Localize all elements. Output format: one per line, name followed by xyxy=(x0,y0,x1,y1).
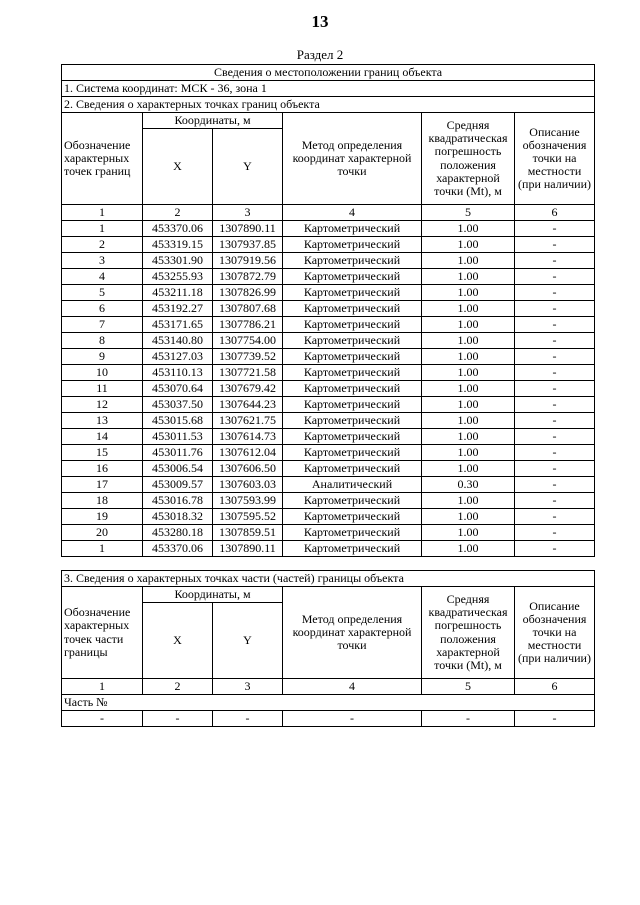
column-number-cell-6: 6 xyxy=(515,679,595,695)
point-cell-3: 1307679.42 xyxy=(213,381,283,397)
header-y: Y xyxy=(213,129,283,205)
header-description: Описание обозначения точки на местности (при наличии) xyxy=(515,113,595,205)
point-cell-4: Картометрический xyxy=(283,413,422,429)
table-row xyxy=(62,397,595,413)
column-numbers-row xyxy=(62,205,595,221)
header-designation-part: Обозначение характерных точек части границы xyxy=(62,587,143,679)
point-cell-3: 1307721.58 xyxy=(213,365,283,381)
header-coords-part: Координаты, м xyxy=(143,587,283,603)
column-number-cell-5: 5 xyxy=(422,205,515,221)
table-row xyxy=(62,711,595,727)
point-cell-4: Аналитический xyxy=(283,477,422,493)
point-cell-6: - xyxy=(515,301,595,317)
point-cell-5: 1.00 xyxy=(422,493,515,509)
point-cell-2: 453255.93 xyxy=(143,269,213,285)
point-cell-5: 1.00 xyxy=(422,429,515,445)
header-method-part: Метод определения координат характерной точки xyxy=(283,587,422,679)
point-cell-4: Картометрический xyxy=(283,445,422,461)
point-cell-4: Картометрический xyxy=(283,333,422,349)
point-cell-4: Картометрический xyxy=(283,237,422,253)
point-cell-6: - xyxy=(515,349,595,365)
table-row xyxy=(62,429,595,445)
point-cell-1: 8 xyxy=(62,333,143,349)
point-cell-5: 1.00 xyxy=(422,285,515,301)
point-cell-4: Картометрический xyxy=(283,397,422,413)
point-cell-1: 6 xyxy=(62,301,143,317)
column-number-cell-1: 1 xyxy=(62,205,143,221)
point-cell-6: - xyxy=(515,461,595,477)
column-numbers-row xyxy=(62,679,595,695)
header-x-part: X xyxy=(143,603,213,679)
table-row xyxy=(62,381,595,397)
point-cell-1: 18 xyxy=(62,493,143,509)
point-cell-2: 453301.90 xyxy=(143,253,213,269)
point-cell-6: - xyxy=(515,221,595,237)
point-cell-1: 1 xyxy=(62,221,143,237)
point-cell-5: 1.00 xyxy=(422,541,515,557)
section2-title: 2. Сведения о характерных точках границ объекта xyxy=(62,97,595,113)
point-cell-2: 453319.15 xyxy=(143,237,213,253)
column-number-cell-5: 5 xyxy=(422,679,515,695)
point-cell-5: 1.00 xyxy=(422,445,515,461)
point-cell-5: 1.00 xyxy=(422,221,515,237)
point-cell-5: 1.00 xyxy=(422,333,515,349)
point-cell-5: 1.00 xyxy=(422,317,515,333)
point-cell-2: 453016.78 xyxy=(143,493,213,509)
table-row xyxy=(62,445,595,461)
boundary-table xyxy=(61,64,595,557)
point-cell-5: 1.00 xyxy=(422,365,515,381)
point-cell-5: 1.00 xyxy=(422,381,515,397)
point-cell-3: 1307603.03 xyxy=(213,477,283,493)
column-number-cell-2: 2 xyxy=(143,679,213,695)
point-cell-3: 1307807.68 xyxy=(213,301,283,317)
part-cell-2: - xyxy=(143,711,213,727)
point-cell-3: 1307859.51 xyxy=(213,525,283,541)
point-cell-4: Картометрический xyxy=(283,269,422,285)
point-cell-3: 1307786.21 xyxy=(213,317,283,333)
point-cell-5: 1.00 xyxy=(422,525,515,541)
point-cell-3: 1307612.04 xyxy=(213,445,283,461)
point-cell-2: 453370.06 xyxy=(143,221,213,237)
point-cell-6: - xyxy=(515,477,595,493)
point-cell-2: 453006.54 xyxy=(143,461,213,477)
header-y-part: Y xyxy=(213,603,283,679)
point-cell-5: 1.00 xyxy=(422,461,515,477)
point-cell-6: - xyxy=(515,269,595,285)
point-cell-1: 16 xyxy=(62,461,143,477)
point-cell-1: 5 xyxy=(62,285,143,301)
point-cell-4: Картометрический xyxy=(283,461,422,477)
point-cell-6: - xyxy=(515,429,595,445)
point-cell-5: 0.30 xyxy=(422,477,515,493)
point-cell-1: 2 xyxy=(62,237,143,253)
point-cell-6: - xyxy=(515,381,595,397)
point-cell-6: - xyxy=(515,333,595,349)
point-cell-4: Картометрический xyxy=(283,221,422,237)
part-cell-1: - xyxy=(62,711,143,727)
point-cell-5: 1.00 xyxy=(422,509,515,525)
point-cell-4: Картометрический xyxy=(283,493,422,509)
point-cell-5: 1.00 xyxy=(422,397,515,413)
point-cell-4: Картометрический xyxy=(283,285,422,301)
section3-title: 3. Сведения о характерных точках части (частей) границы объекта xyxy=(62,571,595,587)
point-cell-6: - xyxy=(515,525,595,541)
point-cell-4: Картометрический xyxy=(283,317,422,333)
point-cell-4: Картометрический xyxy=(283,381,422,397)
point-cell-6: - xyxy=(515,285,595,301)
point-cell-3: 1307606.50 xyxy=(213,461,283,477)
point-cell-1: 9 xyxy=(62,349,143,365)
column-number-cell-1: 1 xyxy=(62,679,143,695)
table-row xyxy=(62,237,595,253)
point-cell-3: 1307621.75 xyxy=(213,413,283,429)
point-cell-1: 10 xyxy=(62,365,143,381)
point-cell-2: 453018.32 xyxy=(143,509,213,525)
table-row xyxy=(62,493,595,509)
coord-system: 1. Система координат: МСК - 36, зона 1 xyxy=(62,81,595,97)
column-number-cell-2: 2 xyxy=(143,205,213,221)
table-row xyxy=(62,461,595,477)
column-number-cell-3: 3 xyxy=(213,205,283,221)
part-cell-3: - xyxy=(213,711,283,727)
table-row xyxy=(62,413,595,429)
table-row xyxy=(62,349,595,365)
header-method: Метод определения координат характерной точки xyxy=(283,113,422,205)
table-row xyxy=(62,509,595,525)
point-cell-5: 1.00 xyxy=(422,301,515,317)
point-cell-1: 17 xyxy=(62,477,143,493)
point-cell-2: 453171.65 xyxy=(143,317,213,333)
point-cell-1: 14 xyxy=(62,429,143,445)
part-label: Часть № xyxy=(62,695,595,711)
point-cell-4: Картометрический xyxy=(283,509,422,525)
part-cell-4: - xyxy=(283,711,422,727)
point-cell-5: 1.00 xyxy=(422,253,515,269)
point-cell-1: 19 xyxy=(62,509,143,525)
point-cell-3: 1307890.11 xyxy=(213,541,283,557)
column-number-cell-4: 4 xyxy=(283,679,422,695)
header-designation: Обозначение характерных точек границ xyxy=(62,113,143,205)
column-number-cell-6: 6 xyxy=(515,205,595,221)
point-cell-2: 453211.18 xyxy=(143,285,213,301)
point-cell-3: 1307644.23 xyxy=(213,397,283,413)
point-cell-1: 20 xyxy=(62,525,143,541)
point-cell-3: 1307919.56 xyxy=(213,253,283,269)
table-title: Сведения о местоположении границ объекта xyxy=(62,65,595,81)
point-cell-6: - xyxy=(515,493,595,509)
point-cell-5: 1.00 xyxy=(422,349,515,365)
point-cell-5: 1.00 xyxy=(422,269,515,285)
header-x: X xyxy=(143,129,213,205)
point-cell-3: 1307754.00 xyxy=(213,333,283,349)
table-row xyxy=(62,317,595,333)
point-cell-3: 1307890.11 xyxy=(213,221,283,237)
point-cell-5: 1.00 xyxy=(422,413,515,429)
table-row xyxy=(62,525,595,541)
point-cell-6: - xyxy=(515,365,595,381)
table-row xyxy=(62,285,595,301)
point-cell-2: 453280.18 xyxy=(143,525,213,541)
point-cell-4: Картометрический xyxy=(283,429,422,445)
point-cell-2: 453015.68 xyxy=(143,413,213,429)
table-row xyxy=(62,221,595,237)
point-cell-3: 1307872.79 xyxy=(213,269,283,285)
point-cell-2: 453110.13 xyxy=(143,365,213,381)
point-cell-2: 453127.03 xyxy=(143,349,213,365)
point-cell-4: Картометрический xyxy=(283,349,422,365)
point-cell-2: 453009.57 xyxy=(143,477,213,493)
point-cell-1: 13 xyxy=(62,413,143,429)
point-cell-1: 3 xyxy=(62,253,143,269)
point-cell-4: Картометрический xyxy=(283,525,422,541)
point-cell-6: - xyxy=(515,541,595,557)
point-cell-2: 453011.76 xyxy=(143,445,213,461)
header-coords: Координаты, м xyxy=(143,113,283,129)
point-cell-4: Картометрический xyxy=(283,253,422,269)
point-cell-4: Картометрический xyxy=(283,365,422,381)
header-error: Средняя квадратическая погрешность положения характерной точки (Mt), м xyxy=(422,113,515,205)
section-title: Раздел 2 xyxy=(296,47,344,62)
header-description-part: Описание обозначения точки на местности (при наличии) xyxy=(515,587,595,679)
column-number-cell-4: 4 xyxy=(283,205,422,221)
point-cell-3: 1307593.99 xyxy=(213,493,283,509)
point-cell-1: 11 xyxy=(62,381,143,397)
part-table xyxy=(61,570,595,727)
point-cell-2: 453370.06 xyxy=(143,541,213,557)
table-row xyxy=(62,541,595,557)
point-cell-4: Картометрический xyxy=(283,541,422,557)
point-cell-6: - xyxy=(515,253,595,269)
point-cell-6: - xyxy=(515,445,595,461)
point-cell-1: 7 xyxy=(62,317,143,333)
point-cell-6: - xyxy=(515,397,595,413)
point-cell-6: - xyxy=(515,509,595,525)
table-row xyxy=(62,333,595,349)
point-cell-3: 1307614.73 xyxy=(213,429,283,445)
point-cell-6: - xyxy=(515,317,595,333)
point-cell-2: 453011.53 xyxy=(143,429,213,445)
point-cell-3: 1307595.52 xyxy=(213,509,283,525)
point-cell-6: - xyxy=(515,413,595,429)
point-cell-5: 1.00 xyxy=(422,237,515,253)
point-cell-1: 15 xyxy=(62,445,143,461)
point-cell-2: 453037.50 xyxy=(143,397,213,413)
part-cell-5: - xyxy=(422,711,515,727)
point-cell-4: Картометрический xyxy=(283,301,422,317)
table-row xyxy=(62,269,595,285)
point-cell-3: 1307739.52 xyxy=(213,349,283,365)
table-row xyxy=(62,253,595,269)
column-number-cell-3: 3 xyxy=(213,679,283,695)
table-row xyxy=(62,477,595,493)
table-row xyxy=(62,301,595,317)
point-cell-2: 453192.27 xyxy=(143,301,213,317)
part-cell-6: - xyxy=(515,711,595,727)
table-row xyxy=(62,365,595,381)
point-cell-6: - xyxy=(515,237,595,253)
point-cell-1: 4 xyxy=(62,269,143,285)
page-number: 13 xyxy=(311,12,329,31)
point-cell-1: 12 xyxy=(62,397,143,413)
point-cell-3: 1307826.99 xyxy=(213,285,283,301)
header-error-part: Средняя квадратическая погрешность положения характерной точки (Mt), м xyxy=(422,587,515,679)
point-cell-2: 453140.80 xyxy=(143,333,213,349)
point-cell-1: 1 xyxy=(62,541,143,557)
point-cell-2: 453070.64 xyxy=(143,381,213,397)
point-cell-3: 1307937.85 xyxy=(213,237,283,253)
